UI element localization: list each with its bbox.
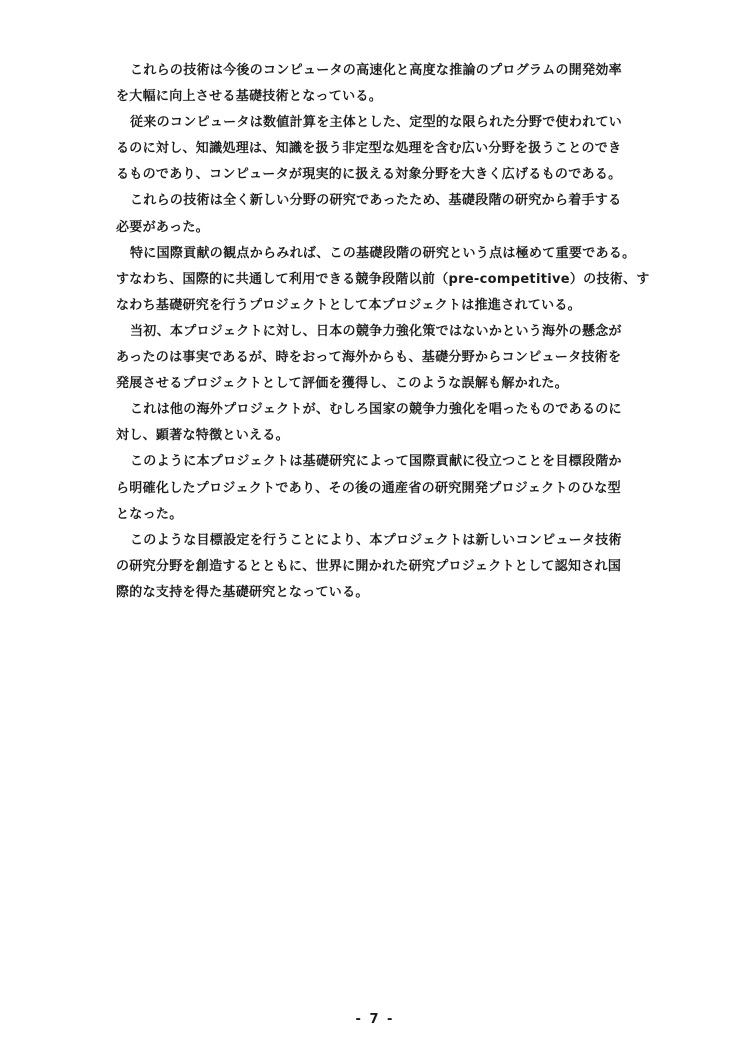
text-line: なわち基礎研究を行うプロジェクトとして本プロジェクトは推進されている。 bbox=[116, 297, 581, 313]
text-line: 必要があった。 bbox=[116, 219, 209, 235]
text-line: 対し、顕著な特徴といえる。 bbox=[116, 428, 289, 444]
text-line: このように本プロジェクトは基礎研究によって国際貢献に役立つことを目標段階か bbox=[130, 454, 622, 470]
text-line: を大幅に向上させる基礎技術となっている。 bbox=[116, 89, 383, 105]
text-line: 特に国際貢献の観点からみれば、この基礎段階の研究という点は極めて重要である。 bbox=[130, 245, 636, 261]
text-line: このような目標設定を行うことにより、本プロジェクトは新しいコンピュータ技術 bbox=[130, 532, 622, 548]
text-line: となった。 bbox=[116, 506, 183, 522]
text-line: 発展させるプロジェクトとして評価を獲得し、このような誤解も解かれた。 bbox=[116, 376, 568, 392]
text-line: の研究分野を創造するとともに、世界に開かれた研究プロジェクトとして認知され国 bbox=[116, 558, 622, 574]
text-line: あったのは事実であるが、時をおって海外からも、基礎分野からコンピュータ技術を bbox=[116, 350, 622, 366]
text-line: すなわち、国際的に共通して利用できる競争段階以前（pre-competitive）の技術、す bbox=[116, 271, 650, 287]
text-line: ら明確化したプロジェクトであり、その後の通産省の研究開発プロジェクトのひな型 bbox=[116, 480, 621, 496]
text-line: これは他の海外プロジェクトが、むしろ国家の競争力強化を唱ったものであるのに bbox=[130, 402, 622, 418]
body-text bbox=[116, 58, 672, 606]
text-line: 従来のコンピュータは数値計算を主体とした、定型的な限られた分野で使われてい bbox=[130, 115, 623, 131]
text-line: これらの技術は全く新しい分野の研究であったため、基礎段階の研究から着手する bbox=[130, 193, 622, 209]
text-line: 際的な支持を得た基礎研究となっている。 bbox=[116, 584, 369, 600]
page-number: - 7 - bbox=[355, 1012, 395, 1027]
text-line: これらの技術は今後のコンピュータの高速化と高度な推論のプログラムの開発効率 bbox=[130, 63, 622, 78]
text-line: るのに対し、知識処理は、知識を扱う非定型な処理を含む広い分野を扱うことのでき bbox=[116, 141, 622, 157]
text-line: るものであり、コンピュータが現実的に扱える対象分野を大きく広げるものである。 bbox=[116, 167, 622, 183]
text-line: 当初、本プロジェクトに対し、日本の競争力強化策ではないかという海外の懸念が bbox=[130, 323, 622, 339]
